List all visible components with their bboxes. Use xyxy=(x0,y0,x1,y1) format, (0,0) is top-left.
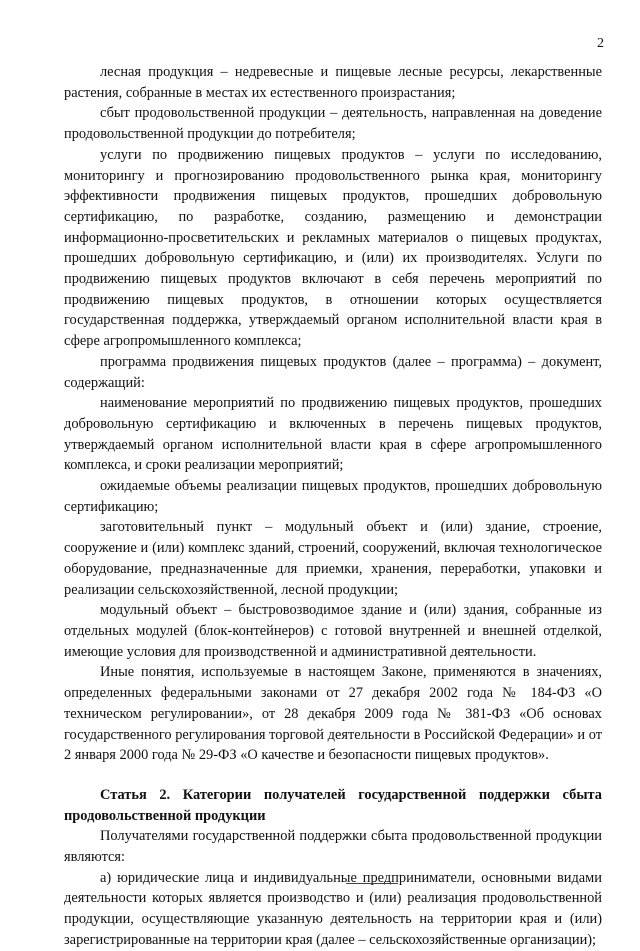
page-number: 2 xyxy=(597,36,604,51)
paragraph-other-terms: Иные понятия, используемые в настоящем Законе, применяются в значениях, определенных федеральными законами от 27 декабря 2002 года № 184-ФЗ «О техническом регулировании», от 28 декабря 2009 года № 381-ФЗ «Об основах государственного регулирования торговой деятельности в Российской Федерации» и от 2 января 2000 года № 29-ФЗ «О качестве и безопасности пищевых продуктов». xyxy=(64,664,602,764)
paragraph-procurement-point: заготовительный пункт – модульный объект и (или) здание, строение, сооружение и (или) комплекс зданий, строений, сооружений, включая технологическое оборудование, предназначенные для приемки, хранения, переработки, упаковки и реализации сельскохозяйственной, лесной продукции; xyxy=(64,519,602,598)
paragraph-program-activities: наименование мероприятий по продвижению пищевых продуктов, прошедших добровольную сертификацию и включенных в перечень пищевых продуктов, утверждаемый органом исполнительной власти края в сфере агропромышленного комплекса, и сроки реализации мероприятий; xyxy=(64,395,602,474)
footer-rule xyxy=(346,883,398,884)
document-body xyxy=(64,62,602,951)
paragraph-promotion-program: программа продвижения пищевых продуктов (далее – программа) – документ, содержащий: xyxy=(64,353,602,391)
paragraph-recipients-a: а) юридические лица и индивидуальные предприниматели, основными видами деятельности которых является производство и (или) реализация продовольственной продукции, осуществляющие указанную деятельность на территории края и (или) зарегистрированные на территории края (далее – сельскохозяйственные организации); xyxy=(64,869,602,948)
paragraph-expected-volumes: ожидаемые объемы реализации пищевых продуктов, прошедших добровольную сертификацию; xyxy=(64,478,602,515)
paragraph-modular-object: модульный объект – быстровозводимое здание и (или) здания, собранные из отдельных модулей (блок-контейнеров) с готовой внутренней и внешней отделкой, имеющие условия для производственной и административной деятельности. xyxy=(64,602,602,660)
paragraph-forest-products: лесная продукция – недревесные и пищевые лесные ресурсы, лекарственные растения, собранные в местах их естественного произрастания; xyxy=(64,64,602,101)
paragraph-promotion-services: услуги по продвижению пищевых продуктов – услуги по исследованию, мониторингу и прогнозированию продовольственного рынка края, мониторингу эффективности продвижения пищевых продуктов, прошедших добровольную сертификацию, по разработке, созданию, размещению и демонстрации информационно-просветительских и рекламных материалов о пищевых продуктах, прошедших добровольную сертификацию, и (или) их производителях. Услуги по продвижению пищевых продуктов включают в себя перечень мероприятий по продвижению пищевых продуктов, в отношении которых осуществляется государственная поддержка, утверждаемый органом исполнительной власти края в сфере агропромышленного комплекса; xyxy=(64,146,602,350)
article-2-heading: Статья 2. Категории получателей государственной поддержки сбыта продовольственной продукции xyxy=(64,786,602,824)
paragraph-food-sales: сбыт продовольственной продукции – деятельность, направленная на доведение продовольственной продукции до потребителя; xyxy=(64,105,602,143)
paragraph-recipients-intro: Получателями государственной поддержки сбыта продовольственной продукции являются: xyxy=(64,828,602,866)
